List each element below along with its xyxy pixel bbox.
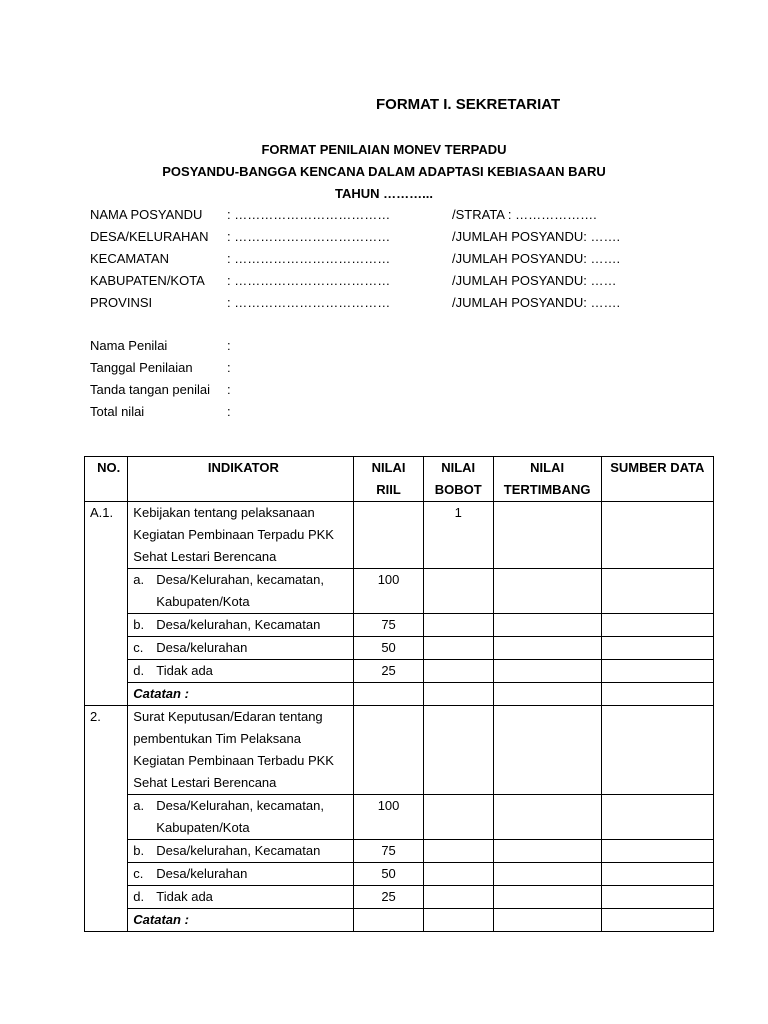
- option-value: 100: [354, 569, 423, 614]
- nilai-riil-cell: [354, 502, 423, 569]
- nilai-riil-cell: [354, 909, 423, 932]
- header-label: RIIL: [376, 482, 401, 497]
- option-cell: [128, 569, 354, 614]
- option-text: Desa/kelurahan, Kecamatan: [156, 617, 321, 632]
- assessor-colon: :: [227, 360, 231, 375]
- info-value: : ………………………………: [227, 295, 391, 310]
- option-text: Desa/kelurahan: [156, 866, 248, 881]
- table-row: [85, 863, 714, 886]
- sumber-data-cell: [601, 683, 713, 706]
- info-value: : ………………………………: [227, 273, 391, 288]
- nilai-tertimbang-cell: [493, 569, 601, 614]
- header-sumber-data: [601, 457, 713, 502]
- option-letter: a.: [133, 572, 145, 587]
- header-line-3: TAHUN ………...: [335, 186, 433, 201]
- option-cell: [128, 840, 354, 863]
- option-cell: [128, 614, 354, 637]
- nilai-bobot-cell: 1: [423, 502, 493, 569]
- option-letter: d.: [133, 889, 145, 904]
- option-letter: c.: [133, 866, 144, 881]
- info-label: PROVINSI: [90, 295, 153, 310]
- option-value: 75: [354, 614, 423, 637]
- catatan-label: Catatan :: [128, 909, 354, 932]
- info-value: : ………………………………: [227, 251, 391, 266]
- row-number: A.1.: [85, 502, 128, 706]
- nilai-tertimbang-cell: [493, 660, 601, 683]
- header-line-2: POSYANDU-BANGGA KENCANA DALAM ADAPTASI KEBIASAAN BARU: [162, 164, 606, 179]
- option-text: Desa/kelurahan: [156, 640, 248, 655]
- option-cell: [128, 795, 354, 840]
- sumber-data-cell: [601, 909, 713, 932]
- option-cell: [128, 660, 354, 683]
- nilai-bobot-cell: [423, 840, 493, 863]
- sumber-data-cell: [601, 795, 713, 840]
- info-label: NAMA POSYANDU: [90, 207, 203, 222]
- option-cell: [128, 637, 354, 660]
- option-value: 25: [354, 660, 423, 683]
- header-indikator: [128, 457, 354, 502]
- option-text: Kabupaten/Kota: [156, 594, 250, 609]
- nilai-tertimbang-cell: [493, 863, 601, 886]
- nilai-tertimbang-cell: [493, 683, 601, 706]
- header-nilai-riil: [354, 457, 423, 502]
- nilai-bobot-cell: [423, 637, 493, 660]
- nilai-bobot-cell: [423, 706, 493, 795]
- indicator-line: Kegiatan Pembinaan Terpadu PKK: [133, 527, 334, 542]
- assessor-label: Total nilai: [90, 404, 145, 419]
- option-letter: c.: [133, 640, 144, 655]
- option-text: Desa/Kelurahan, kecamatan,: [156, 572, 324, 587]
- nilai-tertimbang-cell: [493, 706, 601, 795]
- indicator-line: Kebijakan tentang pelaksanaan: [133, 505, 315, 520]
- info-right: /JUMLAH POSYANDU: …….: [452, 251, 621, 266]
- nilai-tertimbang-cell: [493, 502, 601, 569]
- nilai-bobot-cell: [423, 660, 493, 683]
- option-value: 50: [354, 863, 423, 886]
- option-text: Tidak ada: [156, 663, 213, 678]
- info-label: KECAMATAN: [90, 251, 169, 266]
- header-no: [85, 457, 128, 502]
- header-sumber-label: SUMBER DATA: [610, 460, 705, 475]
- table-row: [85, 840, 714, 863]
- indicator-line: Surat Keputusan/Edaran tentang: [133, 709, 323, 724]
- indicator-line: Sehat Lestari Berencana: [133, 549, 277, 564]
- sumber-data-cell: [601, 863, 713, 886]
- row-number: 2.: [85, 706, 128, 932]
- table-header-row: [85, 457, 714, 502]
- header-label: NILAI: [441, 460, 476, 475]
- nilai-tertimbang-cell: [493, 795, 601, 840]
- option-letter: d.: [133, 663, 145, 678]
- option-value: 50: [354, 637, 423, 660]
- header-nilai-tertimbang: [493, 457, 601, 502]
- header-no-label: NO.: [97, 460, 121, 475]
- indicator-cell: [128, 502, 354, 569]
- nilai-tertimbang-cell: [493, 614, 601, 637]
- table-row: [85, 569, 714, 614]
- nilai-bobot-cell: [423, 795, 493, 840]
- nilai-bobot-cell: [423, 863, 493, 886]
- nilai-bobot-cell: [423, 614, 493, 637]
- option-cell: [128, 886, 354, 909]
- sumber-data-cell: [601, 840, 713, 863]
- table-row: [85, 886, 714, 909]
- table-row: [85, 795, 714, 840]
- info-right: /JUMLAH POSYANDU: …….: [452, 229, 621, 244]
- option-letter: a.: [133, 798, 145, 813]
- sumber-data-cell: [601, 886, 713, 909]
- indicator-line: Sehat Lestari Berencana: [133, 775, 277, 790]
- table-row: [85, 909, 714, 932]
- table-row: [85, 706, 714, 795]
- sumber-data-cell: [601, 637, 713, 660]
- assessor-label: Tanggal Penilaian: [90, 360, 193, 375]
- nilai-tertimbang-cell: [493, 886, 601, 909]
- header-indikator-label: INDIKATOR: [207, 460, 279, 475]
- nilai-tertimbang-cell: [493, 840, 601, 863]
- header-label: BOBOT: [434, 482, 482, 497]
- header-label: TERTIMBANG: [503, 482, 591, 497]
- option-letter: b.: [133, 617, 145, 632]
- sumber-data-cell: [601, 660, 713, 683]
- info-right: /JUMLAH POSYANDU: ……: [452, 273, 617, 288]
- option-value: 75: [354, 840, 423, 863]
- nilai-bobot-cell: [423, 909, 493, 932]
- table-row: [85, 637, 714, 660]
- assessor-colon: :: [227, 404, 231, 419]
- header-nilai-bobot: [423, 457, 493, 502]
- nilai-bobot-cell: [423, 886, 493, 909]
- info-label: DESA/KELURAHAN: [90, 229, 209, 244]
- assessor-label: Tanda tangan penilai: [90, 382, 210, 397]
- option-value: 25: [354, 886, 423, 909]
- table-row: [85, 502, 714, 569]
- option-cell: [128, 863, 354, 886]
- sumber-data-cell: [601, 569, 713, 614]
- table-row: [85, 683, 714, 706]
- page-title: FORMAT I. SEKRETARIAT: [376, 96, 561, 113]
- catatan-label: Catatan :: [128, 683, 354, 706]
- table-row: [85, 614, 714, 637]
- option-value: 100: [354, 795, 423, 840]
- assessment-table: [84, 456, 714, 932]
- option-letter: b.: [133, 843, 145, 858]
- option-text: Desa/Kelurahan, kecamatan,: [156, 798, 324, 813]
- nilai-riil-cell: [354, 706, 423, 795]
- assessor-label: Nama Penilai: [90, 338, 168, 353]
- assessor-colon: :: [227, 382, 231, 397]
- indicator-line: pembentukan Tim Pelaksana: [133, 731, 301, 746]
- sumber-data-cell: [601, 614, 713, 637]
- nilai-bobot-cell: [423, 569, 493, 614]
- header-label: NILAI: [371, 460, 406, 475]
- indicator-cell: [128, 706, 354, 795]
- option-text: Kabupaten/Kota: [156, 820, 250, 835]
- nilai-bobot-cell: [423, 683, 493, 706]
- assessor-colon: :: [227, 338, 231, 353]
- info-right: /JUMLAH POSYANDU: …….: [452, 295, 621, 310]
- sumber-data-cell: [601, 706, 713, 795]
- info-value: : ………………………………: [227, 207, 391, 222]
- table-row: [85, 660, 714, 683]
- nilai-riil-cell: [354, 683, 423, 706]
- nilai-tertimbang-cell: [493, 637, 601, 660]
- info-right: /STRATA : ……………….: [452, 207, 597, 222]
- info-label: KABUPATEN/KOTA: [90, 273, 205, 288]
- option-text: Desa/kelurahan, Kecamatan: [156, 843, 321, 858]
- indicator-line: Kegiatan Pembinaan Terbadu PKK: [133, 753, 334, 768]
- header-line-1: FORMAT PENILAIAN MONEV TERPADU: [261, 142, 507, 157]
- nilai-tertimbang-cell: [493, 909, 601, 932]
- info-value: : ………………………………: [227, 229, 391, 244]
- sumber-data-cell: [601, 502, 713, 569]
- header-label: NILAI: [530, 460, 565, 475]
- option-text: Tidak ada: [156, 889, 213, 904]
